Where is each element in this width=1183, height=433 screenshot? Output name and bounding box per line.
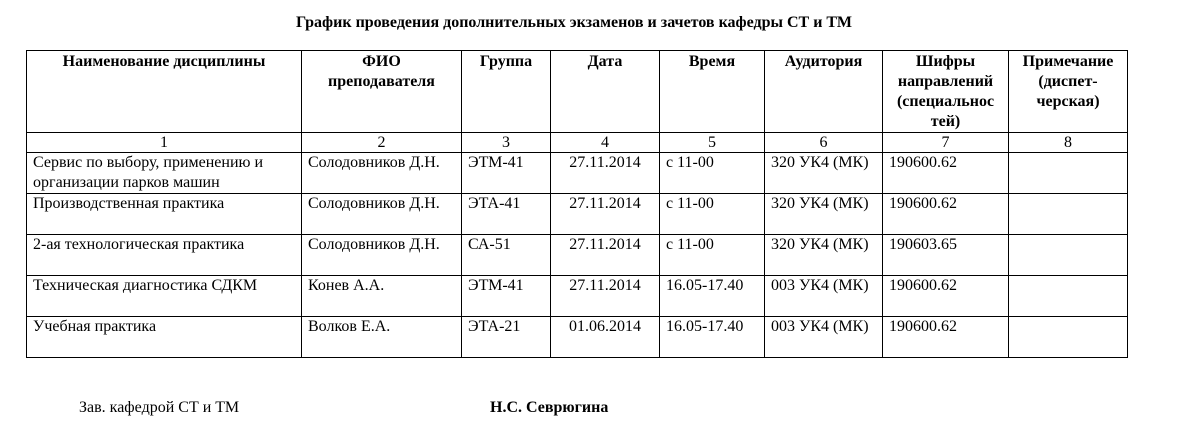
- column-number: 5: [660, 133, 765, 153]
- cell-note: [1009, 317, 1128, 358]
- header-discipline: [27, 51, 302, 133]
- cell-code: 190603.65: [883, 235, 1009, 276]
- cell-group: ЭТА-41: [462, 194, 551, 235]
- header-line: (диспет-: [1038, 73, 1098, 90]
- cell-room: 003 УК4 (МК): [765, 317, 883, 358]
- signature-position: Зав. кафедрой СТ и ТМ: [79, 399, 240, 416]
- signature-name: Н.С. Севрюгина: [490, 399, 609, 416]
- header-line: (специальнос: [896, 93, 995, 110]
- header-code: [883, 51, 1009, 133]
- cell-room: 003 УК4 (МК): [765, 276, 883, 317]
- column-number: 1: [27, 133, 302, 153]
- cell-date: 27.11.2014: [551, 235, 660, 276]
- document-title: График проведения дополнительных экзаменов и зачетов кафедры СТ и ТМ: [295, 14, 852, 31]
- exam-schedule-table: [26, 50, 1128, 358]
- cell-note: [1009, 276, 1128, 317]
- cell-time: с 11-00: [660, 194, 765, 235]
- header-line: черская): [1036, 93, 1100, 110]
- cell-teacher: Солодовников Д.Н.: [302, 194, 462, 235]
- cell-discipline: Сервис по выбору, применению и организации парков машин: [27, 153, 302, 194]
- cell-group: СА-51: [462, 235, 551, 276]
- column-number: 4: [551, 133, 660, 153]
- header-date: [551, 51, 660, 133]
- header-room: [765, 51, 883, 133]
- cell-teacher: Волков Е.А.: [302, 317, 462, 358]
- header-note: [1009, 51, 1128, 133]
- cell-code: 190600.62: [883, 317, 1009, 358]
- cell-code: 190600.62: [883, 276, 1009, 317]
- header-time: [660, 51, 765, 133]
- table-row: [27, 153, 1128, 194]
- cell-room: 320 УК4 (МК): [765, 194, 883, 235]
- cell-date: 27.11.2014: [551, 153, 660, 194]
- table-row: [27, 235, 1128, 276]
- table-row: [27, 317, 1128, 358]
- cell-group: ЭТМ-41: [462, 153, 551, 194]
- header-group: [462, 51, 551, 133]
- cell-discipline: 2-ая технологическая практика: [27, 235, 302, 276]
- cell-date: 01.06.2014: [551, 317, 660, 358]
- cell-teacher: Конев А.А.: [302, 276, 462, 317]
- table-row: [27, 194, 1128, 235]
- header-line: Время: [688, 53, 736, 70]
- cell-code: 190600.62: [883, 153, 1009, 194]
- column-number-row: [27, 133, 1128, 153]
- header-line: направлений: [897, 73, 994, 90]
- cell-teacher: Солодовников Д.Н.: [302, 235, 462, 276]
- header-line: Дата: [587, 53, 623, 70]
- cell-note: [1009, 153, 1128, 194]
- cell-time: с 11-00: [660, 153, 765, 194]
- header-line: Наименование дисциплины: [62, 53, 266, 70]
- cell-discipline: Производственная практика: [27, 194, 302, 235]
- header-line: Шифры: [915, 53, 976, 70]
- cell-time: 16.05-17.40: [660, 317, 765, 358]
- cell-room: 320 УК4 (МК): [765, 153, 883, 194]
- cell-note: [1009, 235, 1128, 276]
- cell-room: 320 УК4 (МК): [765, 235, 883, 276]
- cell-date: 27.11.2014: [551, 194, 660, 235]
- header-line: ФИО: [362, 53, 401, 70]
- header-line: преподавателя: [328, 73, 435, 90]
- cell-discipline: Техническая диагностика СДКМ: [27, 276, 302, 317]
- column-number: 8: [1009, 133, 1128, 153]
- column-number: 7: [883, 133, 1009, 153]
- header-line: Примечание: [1022, 53, 1114, 70]
- cell-note: [1009, 194, 1128, 235]
- cell-group: ЭТА-21: [462, 317, 551, 358]
- column-number: 6: [765, 133, 883, 153]
- cell-time: 16.05-17.40: [660, 276, 765, 317]
- header-line: тей): [930, 113, 961, 130]
- cell-time: с 11-00: [660, 235, 765, 276]
- cell-group: ЭТМ-41: [462, 276, 551, 317]
- cell-teacher: Солодовников Д.Н.: [302, 153, 462, 194]
- column-number: 3: [462, 133, 551, 153]
- header-teacher: [302, 51, 462, 133]
- cell-date: 27.11.2014: [551, 276, 660, 317]
- column-number: 2: [302, 133, 462, 153]
- table-row: [27, 276, 1128, 317]
- cell-code: 190600.62: [883, 194, 1009, 235]
- header-line: Аудитория: [784, 53, 863, 70]
- header-row: [27, 51, 1128, 133]
- cell-discipline: Учебная практика: [27, 317, 302, 358]
- header-line: Группа: [479, 53, 533, 70]
